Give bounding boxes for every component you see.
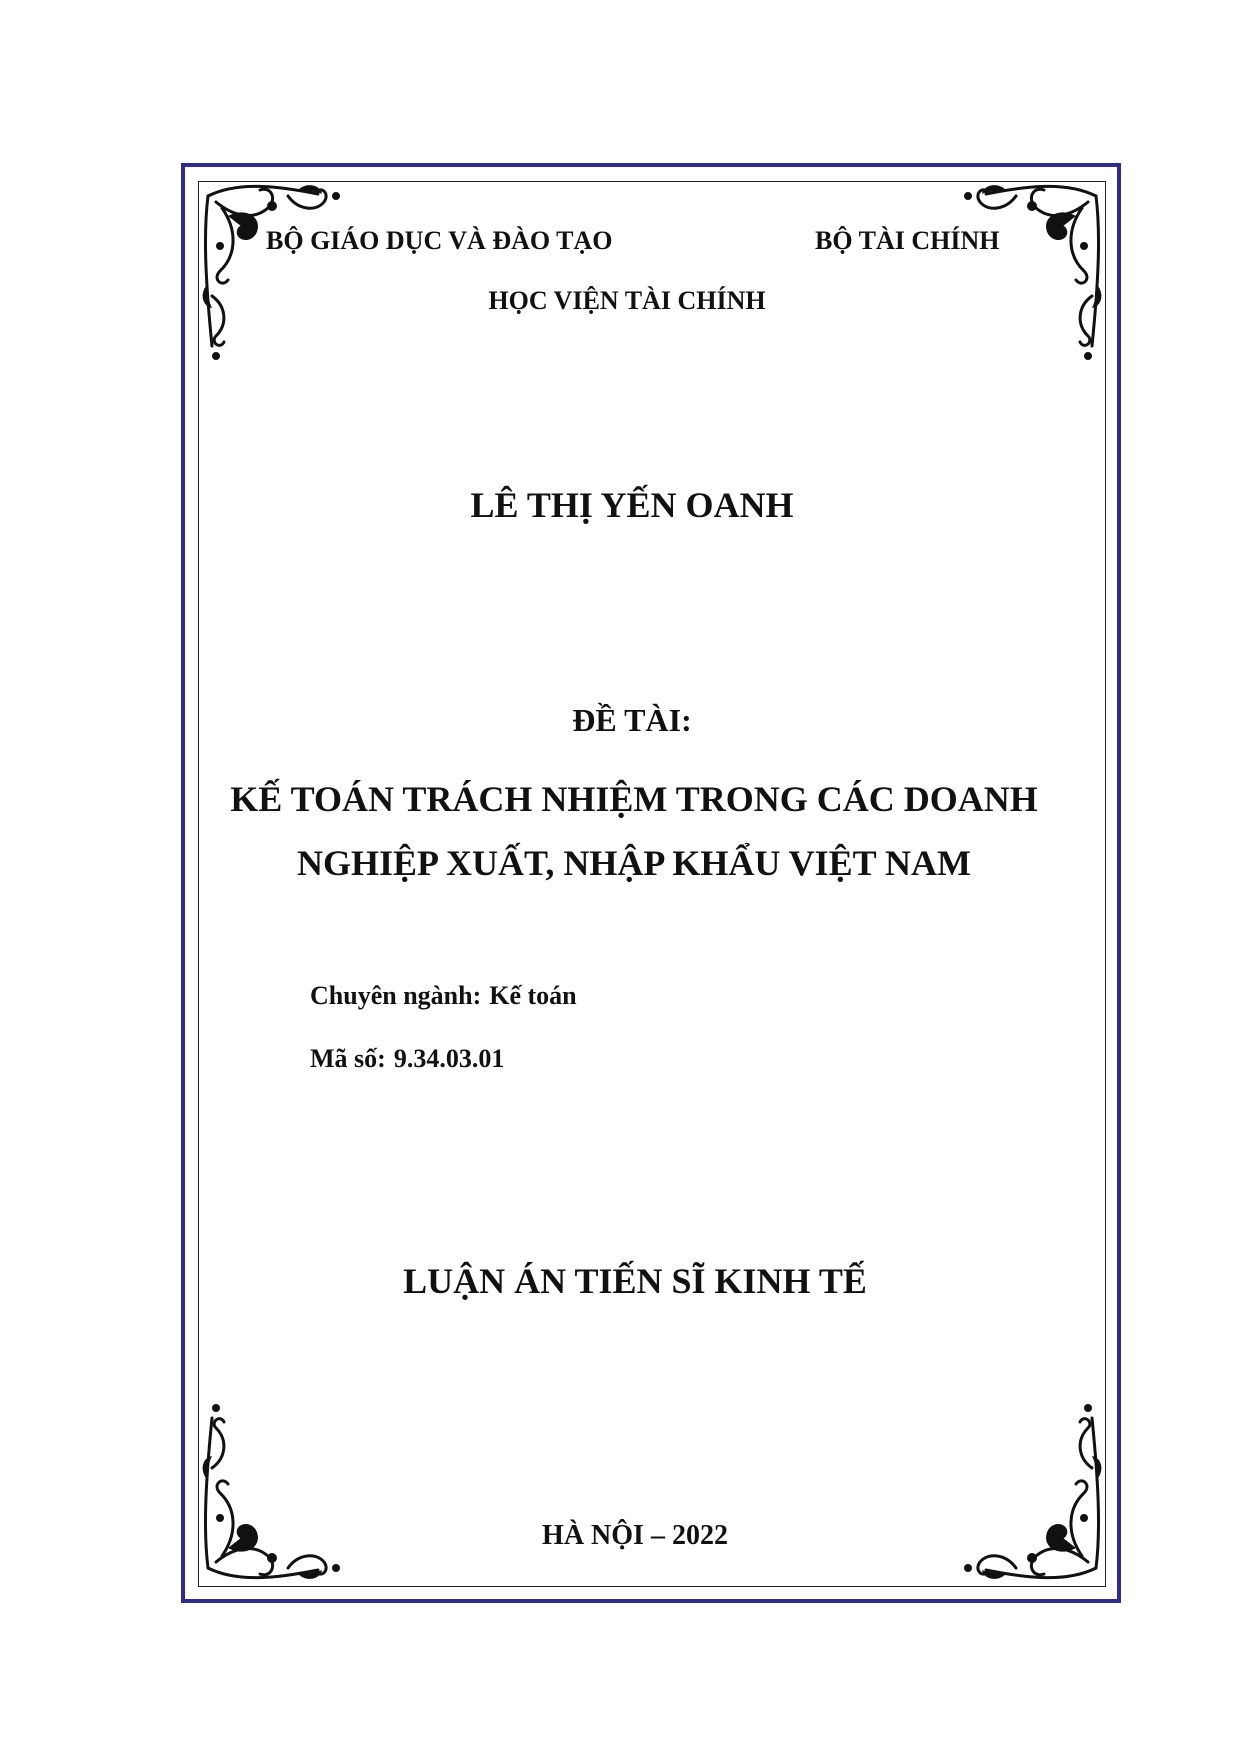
- code-label: Mã số:: [310, 1044, 386, 1073]
- ministry-finance-heading: BỘ TÀI CHÍNH: [815, 226, 1000, 255]
- ministry-education-heading: BỘ GIÁO DỤC VÀ ĐÀO TẠO: [266, 226, 613, 255]
- corner-ornament-icon: [198, 176, 348, 366]
- code-value: 9.34.03.01: [393, 1044, 505, 1073]
- corner-ornament-icon: [198, 1398, 348, 1588]
- author-name: LÊ THỊ YẾN OANH: [470, 485, 794, 525]
- code-row: [310, 1044, 504, 1074]
- corner-ornament-icon: [956, 1398, 1106, 1588]
- degree-heading: LUẬN ÁN TIẾN SĨ KINH TẾ: [403, 1261, 867, 1301]
- thesis-title-line-1: KẾ TOÁN TRÁCH NHIỆM TRONG CÁC DOANH: [230, 779, 1038, 819]
- corner-ornament-icon: [956, 176, 1106, 366]
- specialization-label: Chuyên ngành:: [310, 981, 482, 1010]
- academy-heading: HỌC VIỆN TÀI CHÍNH: [488, 286, 766, 315]
- inner-border-frame: [198, 181, 1106, 1587]
- topic-label: ĐỀ TÀI:: [572, 702, 692, 738]
- specialization-value: Kế toán: [489, 981, 577, 1010]
- specialization-row: [310, 981, 577, 1011]
- place-year: HÀ NỘI – 2022: [542, 1520, 728, 1551]
- thesis-title-line-2: NGHIỆP XUẤT, NHẬP KHẨU VIỆT NAM: [296, 843, 972, 883]
